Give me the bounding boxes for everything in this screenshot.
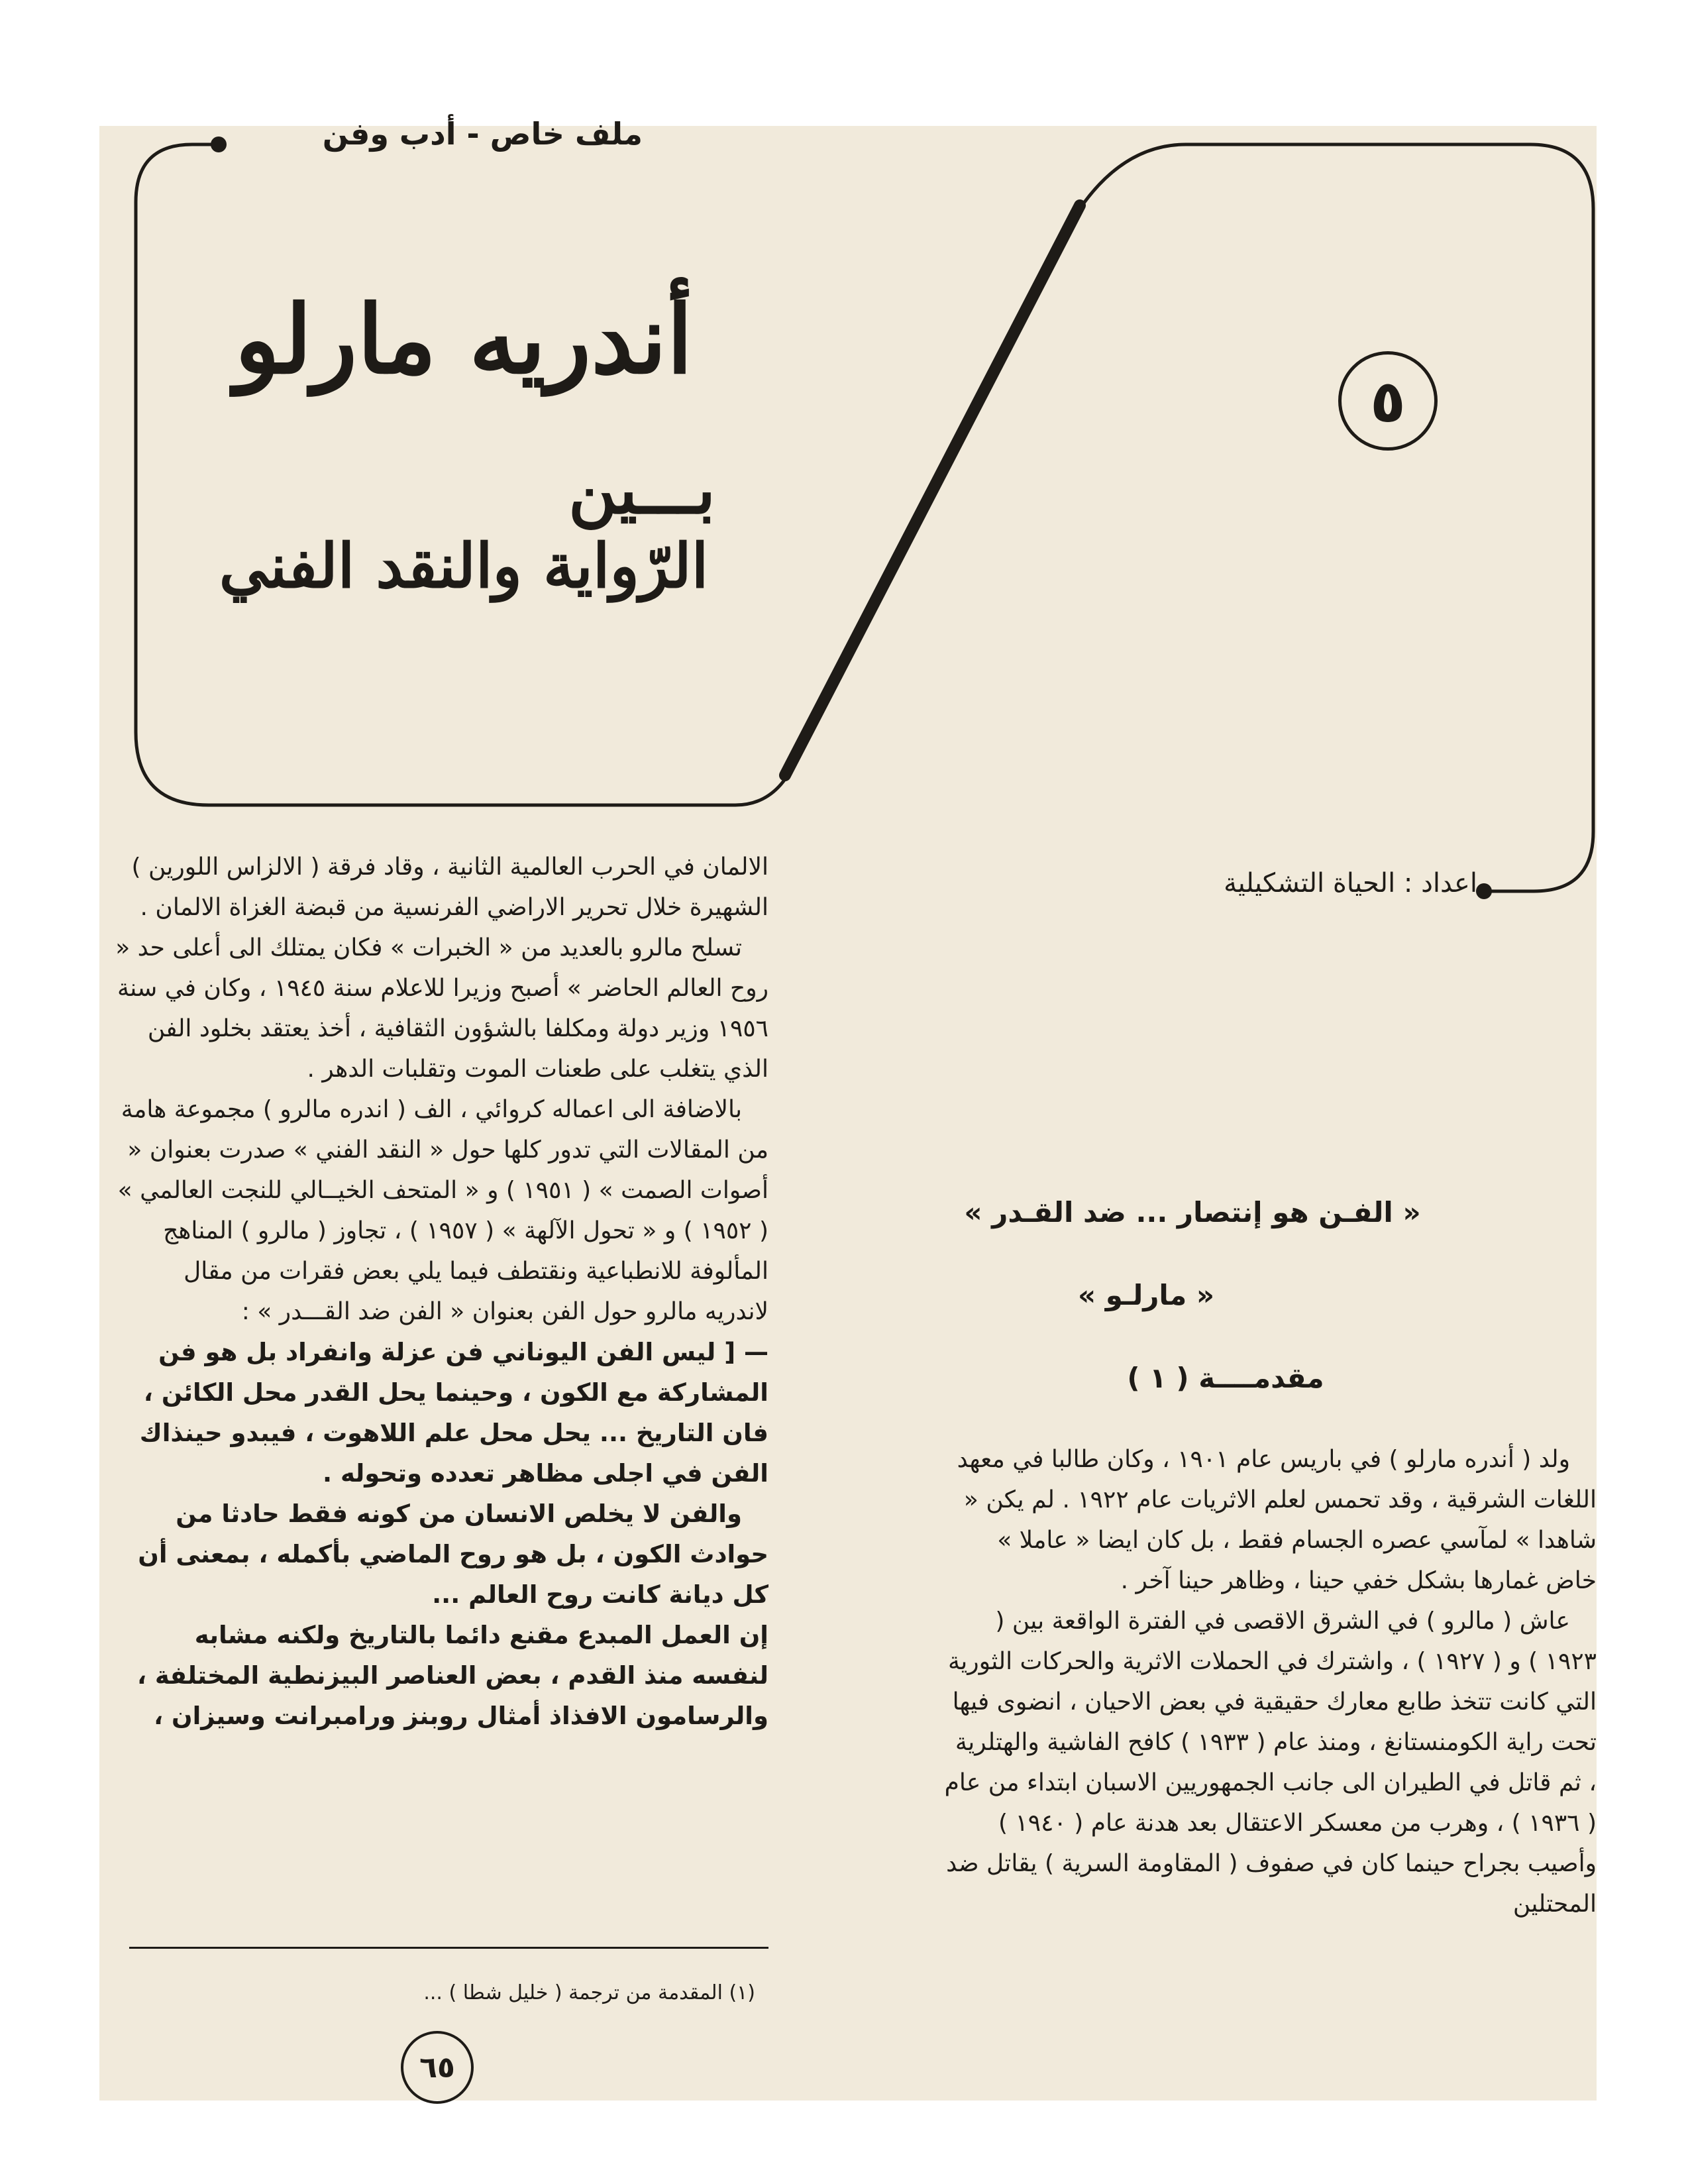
- frame-dot-bottom: [1476, 883, 1492, 899]
- quoted-paragraph: — [ ليس الفن اليوناني فن عزلة وانفراد بل هو فن المشاركة مع الكون ، وحينما يحل القدر محل الكائن ، فان التاريخ ... يحل محل علم اللاهوت ، فيبدو حينذاك الفن في اجلى مظاهر تعدده وتحوله .: [139, 1338, 768, 1488]
- author-credit: اعداد : الحياة التشكيلية: [1224, 868, 1477, 899]
- subtitle-line2: الرّواية والنقد الفني: [219, 530, 709, 602]
- article-title: أندريه مارلو: [235, 285, 693, 395]
- intro-heading: مقدمــــة ( ١ ): [1127, 1362, 1324, 1394]
- paragraph: عاش ( مالرو ) في الشرق الاقصى في الفترة الواقعة بين ( ١٩٢٣ ) و ( ١٩٢٧ ) ، واشترك في الحملات الاثرية والحركات الثورية التي كانت تتخذ طابع معارك حقيقية في بعض الاحيان ، انضوى فيها تحت راية الكومنستانغ ، ومنذ عام ( ١٩٣٣ ) كافح الفاشية والهتلرية ، ثم قاتل في الطيران الى جانب الجمهوريين الاسبان ابتداء من عام ( ١٩٣٦ ) ، وهرب من معسكر الاعتقال بعد هدنة عام ( ١٩٤٠ ) وأصيب بجراح حينما كان في صفوف ( المقاومة السرية ) يقاتل ضد المحتلين: [944, 1608, 1597, 1918]
- right-column: [941, 1439, 1597, 1924]
- paragraph: بالاضافة الى اعماله كروائي ، الف ( اندره مالرو ) مجموعة هامة من المقالات التي تدور كلها حول « النقد الفني » صدرت بعنوان « أصوات الصمت » ( ١٩٥١ ) و « المتحف الخيــالي للنجت العالمي » ( ١٩٥٢ ) و « تحول الآلهة » ( ١٩٥٧ ) ، تجاوز ( مالرو ) المناهج المألوفة للانطباعية ونقتطف فيما يلي بعض فقرات من مقال لاندريه مالرو حول الفن بعنوان « الفن ضد القـــدر » :: [117, 1096, 768, 1325]
- section-label: ملف خاص - أدب وفن: [322, 116, 643, 152]
- quoted-paragraph: والفن لا يخلص الانسان من كونه فقط حادثا من حوادث الكون ، بل هو روح الماضي بأكمله ، بمعنى أن كل ديانة كانت روح العالم ...: [138, 1500, 768, 1609]
- quoted-paragraph: إن العمل المبدع مقنع دائما بالتاريخ ولكنه مشابه لنفسه منذ القدم ، بعض العناصر البيزنطية المختلفة ، والرسامون الافذاذ أمثال روبنز ورامبرانت وسيزان ،: [136, 1621, 768, 1730]
- frame-dot-top: [211, 136, 227, 152]
- title-box-outline: [136, 144, 1593, 891]
- subtitle-line1: بـــين: [568, 451, 715, 529]
- paragraph: الالمان في الحرب العالمية الثانية ، وقاد فرقة ( الالزاس اللورين ) الشهيرة خلال تحرير الاراضي الفرنسية من قبضة الغزاة الالمان .: [131, 853, 768, 921]
- paragraph: ولد ( أندره مارلو ) في باريس عام ١٩٠١ ، وكان طالبا في معهد اللغات الشرقية ، وقد تحمس لعلم الاثريات عام ١٩٢٢ . لم يكن « شاهدا » لمآسي عصره الجسام فقط ، بل كان ايضا « عاملا » خاض غمارها بشكل خفي حينا ، وظاهر حينا آخر .: [957, 1446, 1597, 1594]
- page-number: ٦٥: [401, 2031, 474, 2104]
- paragraph: تسلح مالرو بالعديد من « الخبرات » فكان يمتلك الى أعلى حد « روح العالم الحاضر » أصبح وزيرا للاعلام سنة ١٩٤٥ ، وكان في سنة ١٩٥٦ وزير دولة ومكلفا بالشؤون الثقافية ، أخذ يعتقد بخلود الفن الذي يتغلب على طعنات الموت وتقلبات الدهر .: [115, 934, 768, 1083]
- footnote: (١) المقدمة من ترجمة ( خليل شطا ) ...: [423, 1981, 755, 2004]
- epigraph-quote: « الفـن هو إنتصار ... ضد القـدر »: [964, 1196, 1421, 1228]
- left-column: [113, 847, 768, 1736]
- diagonal-stroke: [785, 205, 1080, 775]
- epigraph-author: « مارلـو »: [1078, 1279, 1214, 1311]
- footnote-divider: [129, 1947, 768, 1949]
- issue-number-badge: ٥: [1338, 351, 1438, 451]
